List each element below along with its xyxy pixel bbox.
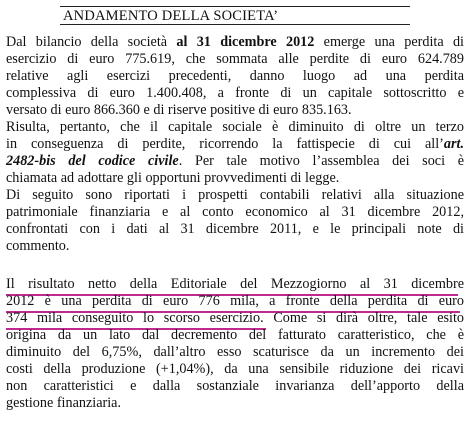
paragraph-1-line-3: relative agli esercizi precedenti, danno luogo ad una perdita <box>6 68 464 84</box>
paragraph-1-line-7: in conseguenza di perdite, ricorrendo la fattispecie di cui all’art. <box>6 136 464 152</box>
paragraph-2-line-3: 374 mila conseguito lo scorso esercizio. Come si dirà oltre, tale esito <box>6 310 464 326</box>
paragraph-1-line-5: versato di euro 866.360 e di riserve positive di euro 835.163. <box>6 102 352 118</box>
paragraph-1-line-11: patrimoniale finanziaria e al conto economico al 31 dicembre 2012, <box>6 204 464 220</box>
paragraph-1-line-12: confrontati con i dati al 31 dicembre 2011, e le principali note di <box>6 221 464 237</box>
paragraph-2-line-2: 2012 è una perdita di euro 776 mila, a fronte della perdita di euro <box>6 293 464 309</box>
section-heading: ANDAMENTO DELLA SOCIETA’ <box>60 6 410 25</box>
paragraph-1-line-4: complessiva di euro 1.400.408, a fronte di un capitale sottoscritto e <box>6 85 464 101</box>
paragraph-1-line-13: commento. <box>6 238 70 254</box>
paragraph-2-line-4: origina da un lato dal decremento del fatturato caratteristico, che è <box>6 327 464 343</box>
paragraph-1-line-8: 2482-bis del codice civile. Per tale motivo l’assemblea dei soci è <box>6 153 464 169</box>
paragraph-1-line-1: Dal bilancio della società al 31 dicembre 2012 emerge una perdita di <box>6 34 464 50</box>
paragraph-2-line-6: costi della produzione (+1,04%), da una sensibile riduzione dei ricavi <box>6 361 464 377</box>
paragraph-1-line-9: chiamata ad adottare gli opportuni provvedimenti di legge. <box>6 170 340 186</box>
paragraph-1-line-6: Risulta, pertanto, che il capitale sociale è diminuito di oltre un terzo <box>6 119 464 135</box>
paragraph-2-line-5: diminuito del 6,75%, dall’altro esso scaturisce da un incremento dei <box>6 344 464 360</box>
paragraph-1-line-2: esercizio di euro 775.619, che sommata alle perdite di euro 624.789 <box>6 51 464 67</box>
paragraph-2-line-7: non caratteristici e dalla sostanziale invarianza dell’apporto della <box>6 378 464 394</box>
paragraph-2-line-8: gestione finanziaria. <box>6 395 122 411</box>
paragraph-1-line-10: Di seguito sono riportati i prospetti contabili relativi alla situazione <box>6 187 464 203</box>
paragraph-2-line-1: Il risultato netto della Editoriale del Mezzogiorno al 31 dicembre <box>6 276 464 292</box>
